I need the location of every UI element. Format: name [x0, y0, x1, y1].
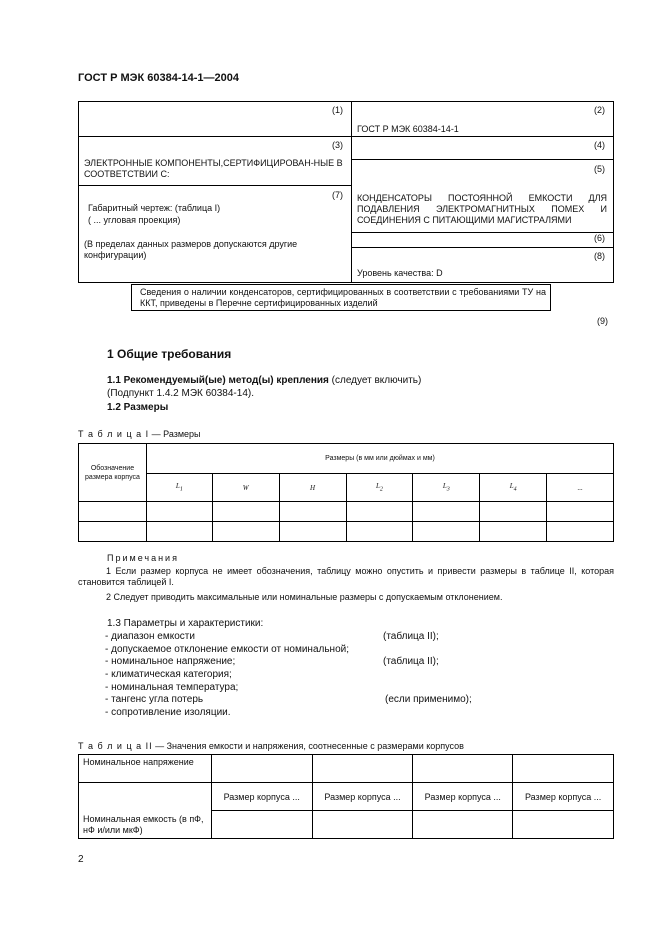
projection-label: ( ... угловая проекция) — [88, 215, 181, 225]
case-size-col: Размер корпуса ... — [413, 783, 513, 811]
other-configurations-note: (В пределах данных размеров допускаются другие конфигурации) — [84, 239, 298, 260]
list-item: - климатическая категория; — [105, 669, 232, 681]
dimensions-table — [78, 443, 614, 542]
col-l1: $L_1$ — [146, 474, 212, 502]
col-h: H — [279, 474, 346, 502]
standard-reference: ГОСТ Р МЭК 60384-14-1 — [357, 124, 459, 134]
form-left-column — [78, 101, 352, 283]
subsection-1-1-title: 1.1 Рекомендуемый(ые) метод(ы) крепления — [107, 375, 329, 386]
case-size-col: Размер корпуса ... — [312, 783, 413, 811]
rated-voltage-label: Номинальное напряжение — [79, 755, 212, 783]
table-row — [79, 502, 614, 522]
field-number-4: (4) — [594, 140, 605, 150]
field-number-6: (6) — [594, 233, 605, 243]
capacitor-description: КОНДЕНСАТОРЫ ПОСТОЯННОЙ ЕМКОСТИ ДЛЯ ПОДАВЛЕНИЯ ЭЛЕКТРОМАГНИТНЫХ ПОМЕХ И СОЕДИНЕНИЯ С ПИТАЮЩИМИ МАГИСТРАЛЯМИ — [357, 193, 607, 225]
case-size-header: Обозначение размера корпуса — [79, 444, 147, 502]
table-2-caption-prefix: Т а б л и ц а II — [78, 741, 153, 751]
subsection-1-1-hint: (следует включить) — [328, 375, 422, 386]
section-title: 1 Общие требования — [107, 347, 232, 361]
field-number-8: (8) — [594, 251, 605, 261]
case-size-col: Размер корпуса ... — [513, 783, 614, 811]
table-row — [79, 522, 614, 542]
field-number-2: (2) — [594, 105, 605, 115]
subsection-1-3-title: 1.3 Параметры и характеристики: — [107, 618, 264, 629]
note-2: 2 Следует приводить максимальные или номинальные размеры с допускаемым отклонением. — [106, 592, 503, 602]
subsection-1-1 — [107, 375, 421, 387]
field-number-7: (7) — [332, 190, 343, 200]
certified-components-text: ЭЛЕКТРОННЫЕ КОМПОНЕНТЫ,СЕРТИФИЦИРОВАН-НЫЕ В СООТВЕТСТВИИ С: — [84, 158, 343, 179]
list-item: - номинальное напряжение; (таблица II); — [105, 656, 439, 668]
outline-drawing-label: Габаритный чертеж: (таблица I) — [88, 203, 221, 213]
certified-products-note: Сведения о наличии конденсаторов, сертифицированных в соответствии с требованиями ТУ на ККТ, приведены в Перечне сертифицированных изделий — [131, 284, 551, 311]
col-l3: $L_3$ — [413, 474, 480, 502]
table-2-caption — [78, 741, 464, 751]
list-item: - тангенс угла потерь (если применимо); — [105, 694, 472, 706]
table-1-caption — [78, 429, 201, 439]
col-l4: $L_4$ — [480, 474, 547, 502]
table-1-caption-prefix: Т а б л и ц а I — [78, 429, 150, 439]
field-number-3: (3) — [332, 140, 343, 150]
page-number: 2 — [78, 854, 84, 865]
field-number-1: (1) — [332, 105, 343, 115]
col-w: W — [212, 474, 279, 502]
quality-level: Уровень качества: D — [357, 268, 443, 278]
list-item: - допускаемое отклонение емкости от номинальной; — [105, 643, 350, 655]
col-more: ... — [547, 474, 614, 502]
form-right-column — [351, 101, 614, 283]
subsection-1-1-reference: (Подпункт 1.4.2 МЭК 60384-14). — [107, 388, 254, 399]
table-1-caption-text: — Размеры — [149, 429, 201, 439]
field-number-5: (5) — [594, 164, 605, 174]
capacitance-voltage-table — [78, 754, 614, 839]
list-item: - диапазон емкости (таблица II); — [105, 631, 439, 642]
parameters-list — [105, 631, 472, 720]
document-header: ГОСТ Р МЭК 60384-14-1—2004 — [78, 72, 239, 84]
col-l2: $L_2$ — [346, 474, 413, 502]
dimensions-span-header: Размеры (в мм или дюймах и мм) — [146, 444, 613, 474]
case-size-col: Размер корпуса ... — [211, 783, 312, 811]
list-item: - номинальная температура; — [105, 681, 239, 693]
subsection-1-2-title: 1.2 Размеры — [107, 402, 169, 413]
field-number-9: (9) — [597, 316, 608, 326]
notes-title: Примечания — [107, 553, 179, 563]
rated-capacitance-label: Номинальная емкость (в пФ, нФ и/или мкФ) — [79, 783, 212, 839]
list-item: - сопротивление изоляции. — [105, 707, 231, 719]
note-1: 1 Если размер корпуса не имеет обозначения, таблицу можно опустить и привести размеры в таблице II, которая становится таблицей I. — [78, 566, 614, 587]
table-2-caption-text: — Значения емкости и напряжения, соотнесенные с размерами корпусов — [152, 741, 464, 751]
